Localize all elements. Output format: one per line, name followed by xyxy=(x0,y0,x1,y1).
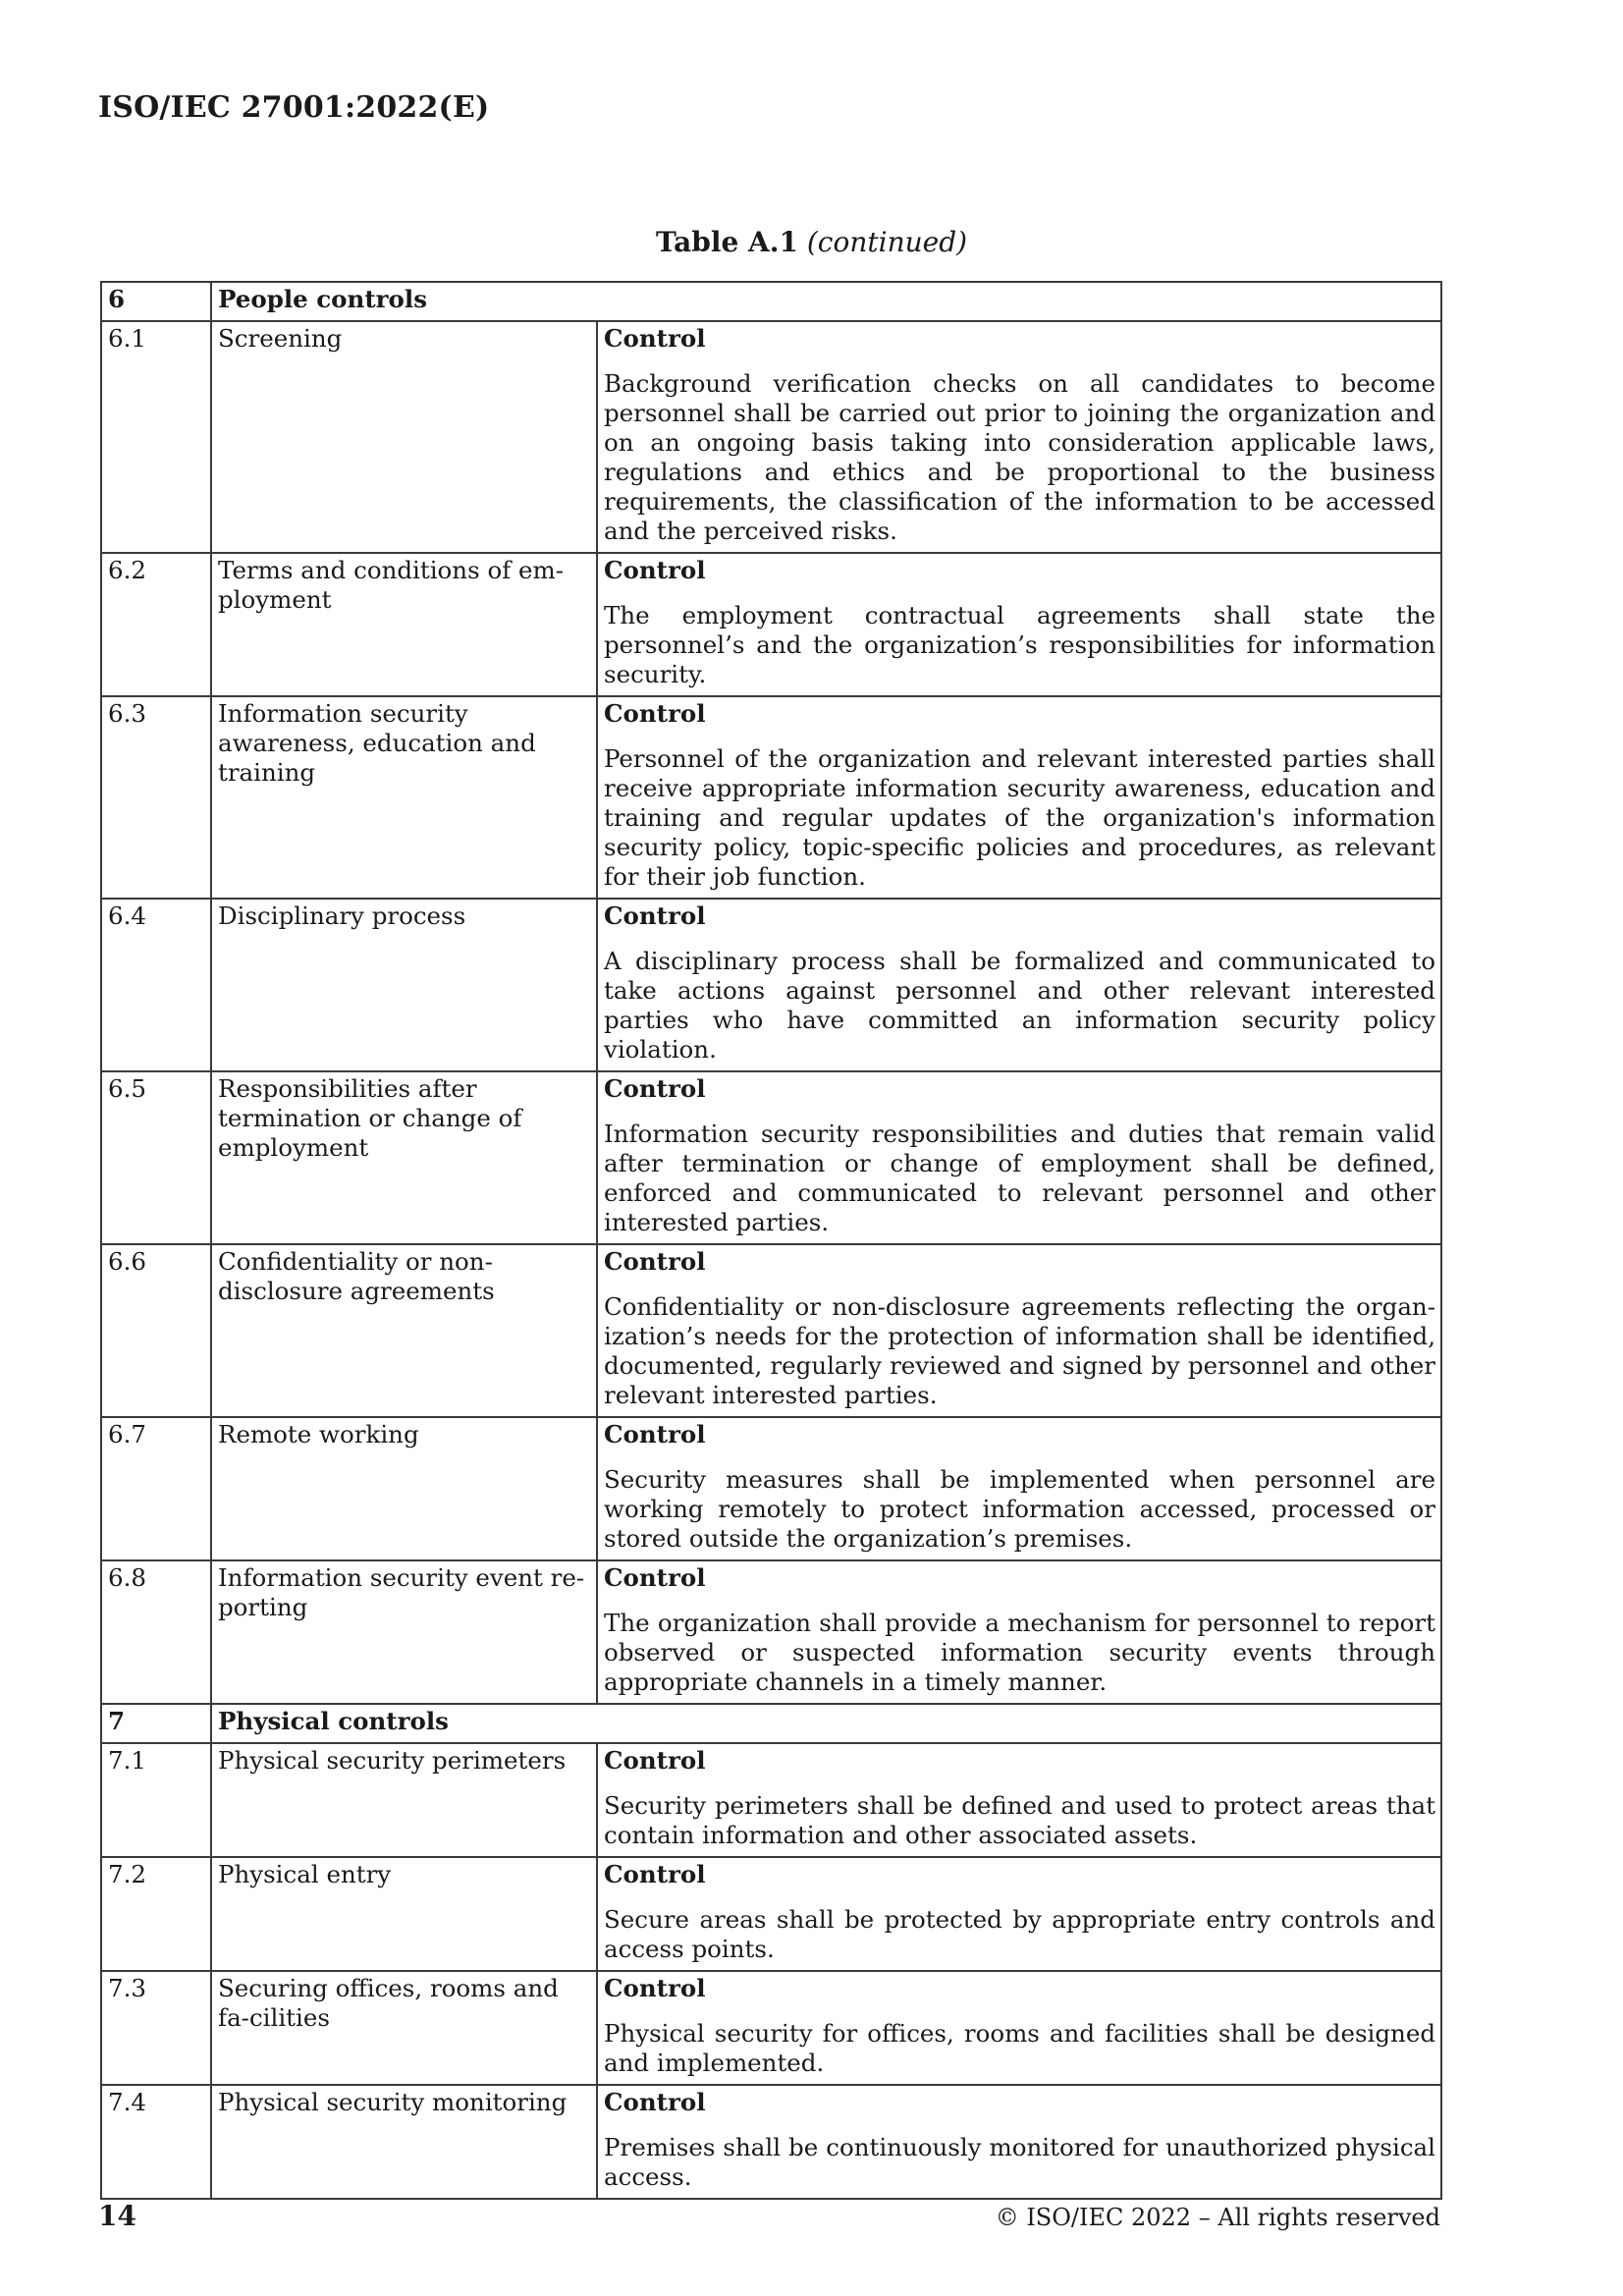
control-name: Physical entry xyxy=(211,1857,597,1971)
control-text: Security perimeters shall be defined and used to protect areas that contain information and other associated assets. xyxy=(604,1791,1435,1849)
control-description-cell xyxy=(597,2085,1441,2199)
control-row xyxy=(101,696,1441,899)
control-row xyxy=(101,1857,1441,1971)
caption-suffix: (continued) xyxy=(806,226,968,258)
control-text: Personnel of the organization and relevant interested parties shall receive appropriate information security awareness, education and training and regular updates of the organization's information security policy, topic-specific policies and procedures, as relevant for their job function. xyxy=(604,744,1435,891)
copyright-notice: © ISO/IEC 2022 – All rights reserved xyxy=(995,2204,1440,2231)
section-number: 6 xyxy=(101,282,211,321)
control-id: 7.4 xyxy=(101,2085,211,2199)
control-description-cell xyxy=(597,1417,1441,1560)
control-name: Terms and conditions of em-ployment xyxy=(211,553,597,696)
control-heading: Control xyxy=(604,1746,706,1775)
control-name: Securing offices, rooms and fa-cilities xyxy=(211,1971,597,2085)
table-caption xyxy=(0,226,1623,258)
control-name: Information security awareness, education and training xyxy=(211,696,597,899)
control-name: Information security event re-porting xyxy=(211,1560,597,1704)
control-row xyxy=(101,1743,1441,1857)
control-name: Confidentiality or non-disclosure agreements xyxy=(211,1244,597,1417)
control-id: 7.3 xyxy=(101,1971,211,2085)
control-id: 6.1 xyxy=(101,321,211,553)
control-name: Physical security perimeters xyxy=(211,1743,597,1857)
control-heading: Control xyxy=(604,1860,706,1888)
control-row xyxy=(101,1071,1441,1244)
page-number: 14 xyxy=(98,2200,136,2232)
control-row xyxy=(101,1244,1441,1417)
control-description-cell xyxy=(597,321,1441,553)
control-description-cell xyxy=(597,1560,1441,1704)
control-heading: Control xyxy=(604,324,706,353)
section-row xyxy=(101,1704,1441,1743)
control-id: 6.3 xyxy=(101,696,211,899)
control-heading: Control xyxy=(604,556,706,584)
control-heading: Control xyxy=(604,1974,706,2002)
control-row xyxy=(101,1560,1441,1704)
control-row xyxy=(101,899,1441,1071)
control-description-cell xyxy=(597,1244,1441,1417)
control-name: Remote working xyxy=(211,1417,597,1560)
control-text: Security measures shall be implemented when personnel are working remotely to protect information accessed, processed or stored outside the organization’s premises. xyxy=(604,1465,1435,1553)
control-id: 6.8 xyxy=(101,1560,211,1704)
control-heading: Control xyxy=(604,1420,706,1449)
section-row xyxy=(101,282,1441,321)
control-name: Physical security monitoring xyxy=(211,2085,597,2199)
section-title: Physical controls xyxy=(211,1704,1441,1743)
control-heading: Control xyxy=(604,1074,706,1103)
control-name: Responsibilities after termination or change of employment xyxy=(211,1071,597,1244)
control-name: Screening xyxy=(211,321,597,553)
control-text: The organization shall provide a mechanism for personnel to report observed or suspected information security events through appropriate channels in a timely manner. xyxy=(604,1609,1435,1696)
control-description-cell xyxy=(597,1971,1441,2085)
document-id: ISO/IEC 27001:2022(E) xyxy=(98,90,490,125)
control-description-cell xyxy=(597,696,1441,899)
control-row xyxy=(101,1971,1441,2085)
control-text: Secure areas shall be protected by appropriate entry controls and access points. xyxy=(604,1905,1435,1963)
caption-label: Table A.1 xyxy=(655,226,798,258)
control-text: Premises shall be continuously monitored for unauthorized physical access. xyxy=(604,2133,1435,2191)
control-row xyxy=(101,321,1441,553)
control-name: Disciplinary process xyxy=(211,899,597,1071)
control-description-cell xyxy=(597,553,1441,696)
control-heading: Control xyxy=(604,699,706,728)
control-text: Background verification checks on all candidates to become personnel shall be carried out prior to joining the organization and on an ongoing basis taking into consideration applicable laws, regulations and ethics and be proportional to the business requirements, the classification of the information to be accessed and the perceived risks. xyxy=(604,369,1435,545)
control-id: 6.7 xyxy=(101,1417,211,1560)
control-description-cell xyxy=(597,1743,1441,1857)
control-description-cell xyxy=(597,1071,1441,1244)
controls-table xyxy=(100,281,1442,2200)
control-id: 6.6 xyxy=(101,1244,211,1417)
control-id: 6.5 xyxy=(101,1071,211,1244)
control-text: Physical security for offices, rooms and facilities shall be designed and implemented. xyxy=(604,2019,1435,2077)
control-id: 7.2 xyxy=(101,1857,211,1971)
control-heading: Control xyxy=(604,2088,706,2116)
section-number: 7 xyxy=(101,1704,211,1743)
control-heading: Control xyxy=(604,902,706,930)
control-text: A disciplinary process shall be formalized and communicated to take actions against personnel and other relevant interested parties who have committed an information security policy violation. xyxy=(604,947,1435,1064)
control-description-cell xyxy=(597,1857,1441,1971)
controls-table-body xyxy=(101,282,1441,2199)
control-text: Information security responsibilities and duties that remain valid after termination or change of employment shall be defined, enforced and communicated to relevant personnel and other interested parties. xyxy=(604,1120,1435,1236)
control-id: 6.2 xyxy=(101,553,211,696)
control-text: The employment contractual agreements shall state the personnel’s and the organization’s responsibilities for information security. xyxy=(604,601,1435,688)
section-title: People controls xyxy=(211,282,1441,321)
control-id: 7.1 xyxy=(101,1743,211,1857)
control-heading: Control xyxy=(604,1247,706,1276)
control-heading: Control xyxy=(604,1563,706,1592)
control-description-cell xyxy=(597,899,1441,1071)
control-row xyxy=(101,2085,1441,2199)
control-text: Confidentiality or non-disclosure agreements reflecting the organ-ization’s needs for the protection of information shall be identified, documented, regularly reviewed and signed by personnel and other relevant interested parties. xyxy=(604,1292,1435,1409)
control-id: 6.4 xyxy=(101,899,211,1071)
control-row xyxy=(101,553,1441,696)
control-row xyxy=(101,1417,1441,1560)
